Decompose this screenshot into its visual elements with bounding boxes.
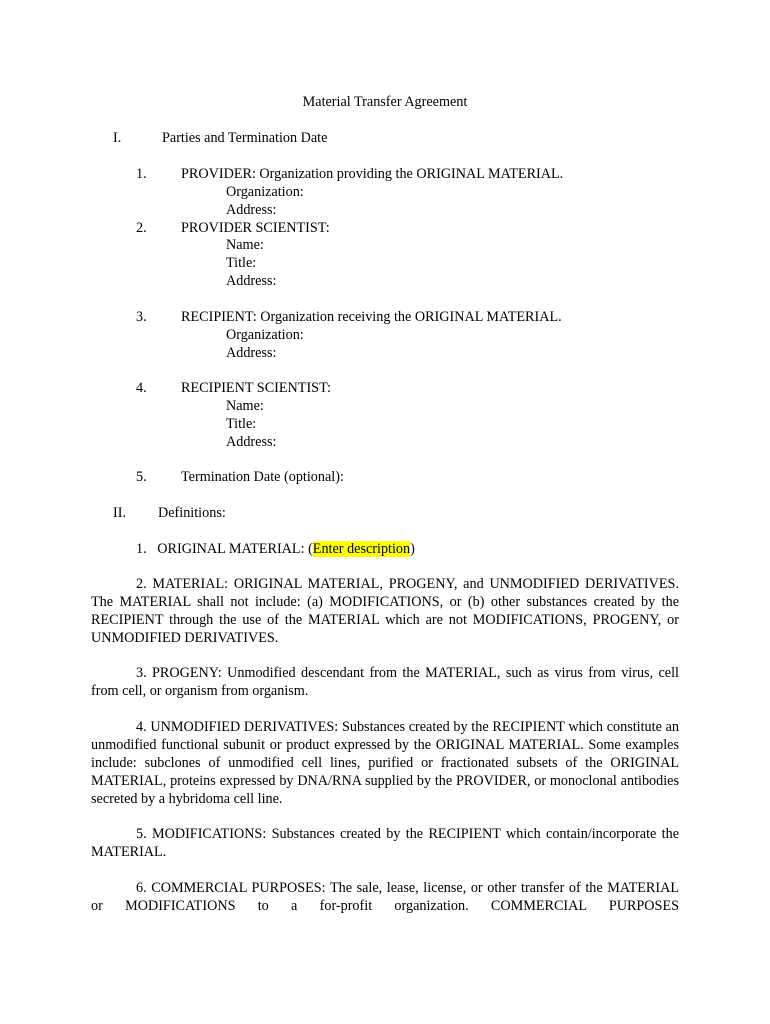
item-1-field-address: Address: [226,202,277,218]
item-3-label: RECIPIENT: Organization receiving the ORIGINAL MATERIAL. [181,309,562,325]
definition-commercial-purposes: 6. COMMERCIAL PURPOSES: The sale, lease, license, or other transfer of the MATERIAL or MODIFICATIONS to a for-profit organization. COMMERCIAL PURPOSES [91,880,679,914]
item-4-label: RECIPIENT SCIENTIST: [181,380,331,396]
definition-1-prefix: 1. ORIGINAL MATERIAL: ( [136,541,313,557]
item-5-number: 5. [136,469,147,485]
item-3-field-organization: Organization: [226,327,304,343]
section-2-numeral: II. [113,505,126,521]
item-5-label: Termination Date (optional): [181,469,344,485]
definition-original-material [136,540,415,558]
section-2-heading: Definitions: [158,505,226,521]
item-2-field-title: Title: [226,255,257,271]
enter-description-placeholder[interactable]: Enter description [312,541,411,557]
section-1-numeral: I. [113,130,122,146]
definition-1-suffix: ) [410,541,415,557]
document-title: Material Transfer Agreement [302,94,468,110]
item-2-label: PROVIDER SCIENTIST: [181,220,330,236]
definition-progeny: 3. PROGENY: Unmodified descendant from the MATERIAL, such as virus from virus, cell from cell, or organism from organism. [91,665,679,699]
item-1-label: PROVIDER: Organization providing the ORIGINAL MATERIAL. [181,166,564,182]
item-1-number: 1. [136,166,147,182]
item-4-field-address: Address: [226,434,277,450]
item-2-field-address: Address: [226,273,277,289]
section-1-heading: Parties and Termination Date [162,130,328,146]
definition-unmodified-derivatives: 4. UNMODIFIED DERIVATIVES: Substances created by the RECIPIENT which constitute an unmodified functional subunit or product expressed by the ORIGINAL MATERIAL. Some examples include: subclones of unmodified cell lines, purified or fractionated subsets of the ORIGINAL MATERIAL, proteins expressed by DNA/RNA supplied by the PROVIDER, or monoclonal antibodies secreted by a hybridoma cell line. [91,719,679,807]
item-3-number: 3. [136,309,147,325]
item-4-field-title: Title: [226,416,257,432]
item-1-field-organization: Organization: [226,184,304,200]
item-4-number: 4. [136,380,147,396]
item-2-number: 2. [136,220,147,236]
definition-material: 2. MATERIAL: ORIGINAL MATERIAL, PROGENY, and UNMODIFIED DERIVATIVES. The MATERIAL shall not include: (a) MODIFICATIONS, or (b) other substances created by the RECIPIENT through the use of the MATERIAL which are not MODIFICATIONS, PROGENY, or UNMODIFIED DERIVATIVES. [91,576,679,646]
item-2-field-name: Name: [226,237,264,253]
item-4-field-name: Name: [226,398,264,414]
definition-modifications: 5. MODIFICATIONS: Substances created by the RECIPIENT which contain/incorporate the MATERIAL. [91,826,679,860]
item-3-field-address: Address: [226,345,277,361]
